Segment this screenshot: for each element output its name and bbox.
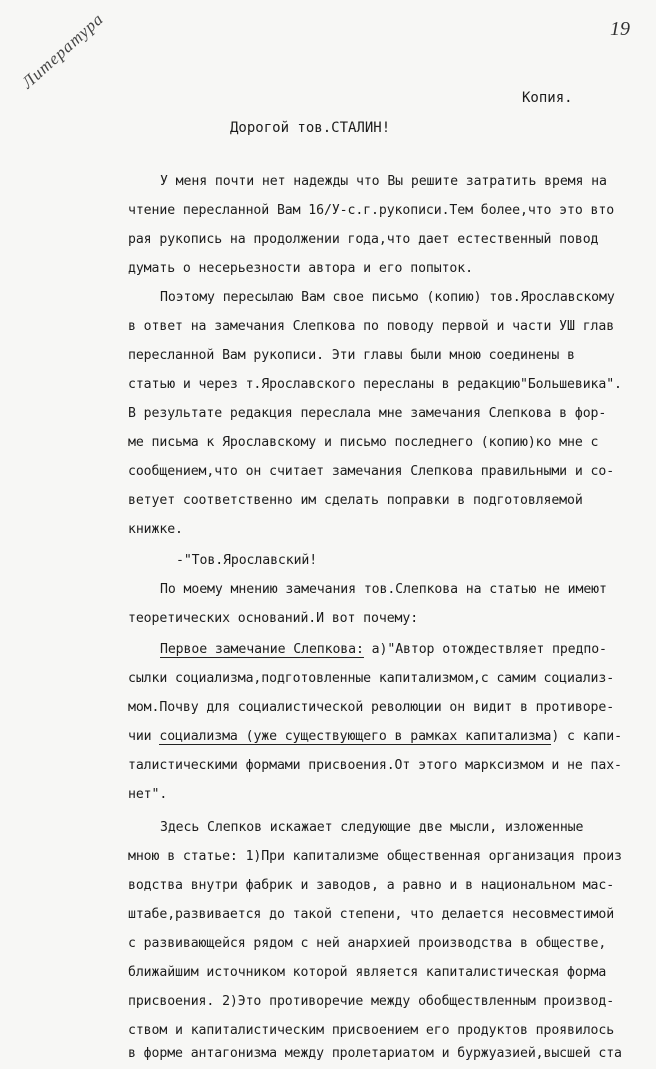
text-span: ) с капи- <box>551 729 622 744</box>
text-line: ством и капиталистическим присвоением его продуктов проявилось <box>128 1023 615 1038</box>
salutation: Дорогой тов.СТАЛИН! <box>230 120 391 136</box>
copy-label: Копия. <box>522 90 573 106</box>
text-line <box>128 729 622 744</box>
text-line: статью и через т.Ярославского пересланы в редакцию"Большевика". <box>128 377 622 392</box>
text-line: с развивающейся рядом с ней анархией производства в обществе, <box>128 936 607 951</box>
text-line: в ответ на замечания Слепкова по поводу первой и части УШ глав <box>128 319 615 334</box>
page-number: 19 <box>610 18 630 40</box>
text-line: присвоения. 2)Это противоречие между обобществленным производ- <box>128 994 615 1009</box>
text-line: думать о несерьезности автора и его попыток. <box>128 261 473 276</box>
text-line: пересланной Вам рукописи. Эти главы были мною соединены в <box>128 348 575 363</box>
text-line: чтение пересланной Вам 16/У-с.г.рукописи.Тем более,что это вто <box>128 203 615 218</box>
text-span: а)"Автор отождествляет предпо- <box>363 642 607 657</box>
text-line: В результате редакция переслала мне замечания Слепкова в фор- <box>128 406 607 421</box>
text-span: чии <box>128 729 160 744</box>
text-line <box>160 642 607 657</box>
text-line: водства внутри фабрик и заводов, а равно и в национальном мас- <box>128 878 615 893</box>
text-span: капитализма <box>465 729 552 744</box>
text-line: У меня почти нет надежды что Вы решите затратить время на <box>160 174 607 189</box>
text-line: рая рукопись на продолжении года,что дает естественный повод <box>128 232 599 247</box>
text-line: сылки социализма,подготовленные капитализмом,с самим социализ- <box>128 671 615 686</box>
handwritten-margin-note: Литература <box>18 9 108 93</box>
text-line: ближайшим источником которой является капиталистическая форма <box>128 965 607 980</box>
text-line: мною в статье: 1)При капитализме общественная организация произ <box>128 849 622 864</box>
text-line: в форме антагонизма между пролетариатом и буржуазией,высшей ста <box>128 1046 622 1061</box>
text-line: теоретических оснований.И вот почему: <box>128 611 419 626</box>
text-line: По моему мнению замечания тов.Слепкова на статью не имеют <box>160 582 607 597</box>
text-span: (уже существующего в рамках <box>237 729 466 744</box>
text-line: Здесь Слепков искажает следующие две мысли, изложенные <box>160 820 584 835</box>
text-line: Поэтому пересылаю Вам свое письмо (копию) тов.Ярославскому <box>160 290 615 305</box>
first-remark-label: Первое замечание Слепкова: <box>160 642 364 657</box>
text-line: книжке. <box>128 522 183 537</box>
text-line: мом.Почву для социалистической революции он видит в противоре- <box>128 700 615 715</box>
text-line: ветует соответственно им сделать поправки в подготовляемой <box>128 493 583 508</box>
text-line: сообщением,что он считает замечания Слепкова правильными и со- <box>128 464 615 479</box>
text-line: штабе,развивается до такой степени, что делается несовместимой <box>128 907 615 922</box>
text-line: ме письма к Ярославскому и письмо последнего (копию)ко мне с <box>128 435 599 450</box>
underlined-text <box>159 729 551 745</box>
quote-salutation: -"Тов.Ярославский! <box>176 553 318 568</box>
text-line: нет". <box>128 787 168 802</box>
text-line: талистическими формами присвоения.От этого марксизмом и не пах- <box>128 758 622 773</box>
text-span: социализма <box>159 729 238 744</box>
